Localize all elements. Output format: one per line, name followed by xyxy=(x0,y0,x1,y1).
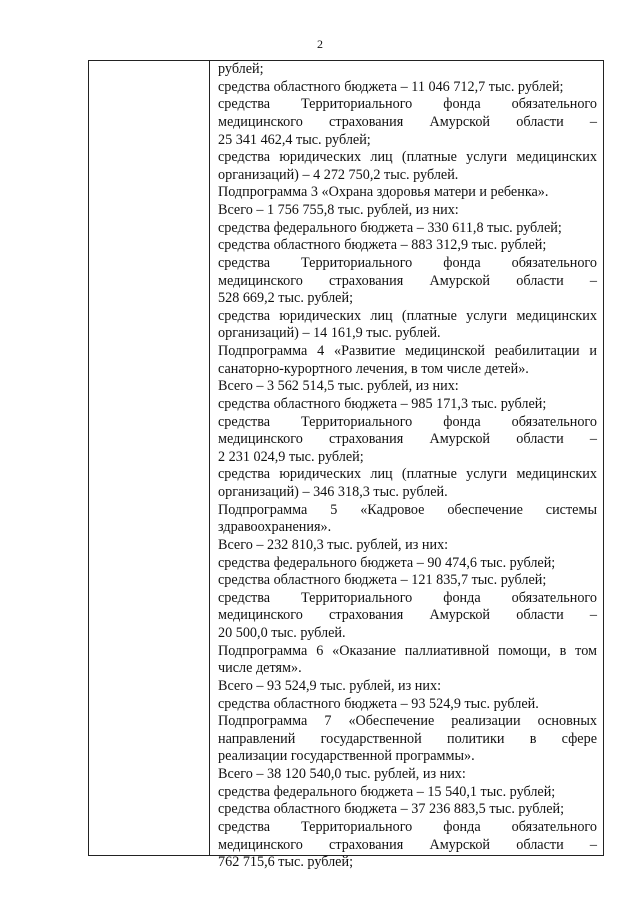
text-line: числе детям». xyxy=(218,660,302,677)
text-line: Подпрограмма 3 «Охрана здоровья матери и ребенка». xyxy=(218,184,549,201)
text-line: медицинского страхования Амурской области – xyxy=(218,113,597,130)
text-line: санаторно-курортного лечения, в том числе детей». xyxy=(218,360,529,377)
content-cell xyxy=(218,61,597,872)
text-line: Всего – 1 756 755,8 тыс. рублей, из них: xyxy=(218,202,459,218)
text-line: средства Территориального фонда обязательного xyxy=(218,254,597,271)
text-line: средства юридических лиц (платные услуги медицинских xyxy=(218,307,597,324)
text-line: средства областного бюджета – 985 171,3 тыс. рублей; xyxy=(218,395,547,412)
text-line: средства федерального бюджета – 90 474,6 тыс. рублей; xyxy=(218,554,556,571)
text-line: средства Территориального фонда обязательного xyxy=(218,96,597,113)
text-line: средства федерального бюджета – 15 540,1 тыс. рублей; xyxy=(218,783,556,800)
text-line: средства Территориального фонда обязательного xyxy=(218,413,597,430)
text-line: 528 669,2 тыс. рублей; xyxy=(218,290,354,307)
column-divider xyxy=(209,61,210,855)
text-line: средства областного бюджета – 11 046 712,7 тыс. рублей; xyxy=(218,78,564,95)
text-line: медицинского страхования Амурской области – xyxy=(218,431,597,448)
text-line: реализации государственной программы». xyxy=(218,748,475,765)
text-line: 2 231 024,9 тыс. рублей; xyxy=(218,448,364,465)
text-line: Всего – 232 810,3 тыс. рублей, из них: xyxy=(218,536,449,553)
text-line: 25 341 462,4 тыс. рублей; xyxy=(218,131,371,148)
text-line: 762 715,6 тыс. рублей; xyxy=(218,854,354,871)
text-line: средства юридических лиц (платные услуги медицинских xyxy=(218,149,597,166)
text-line: Подпрограмма 5 «Кадровое обеспечение системы xyxy=(218,501,597,518)
text-line: 20 500,0 тыс. рублей. xyxy=(218,625,346,641)
text-line: организаций) – 346 318,3 тыс. рублей. xyxy=(218,484,448,500)
text-line: организаций) – 4 272 750,2 тыс. рублей. xyxy=(218,166,459,183)
text-line: Всего – 38 120 540,0 тыс. рублей, из них: xyxy=(218,766,466,782)
text-line: средства федерального бюджета – 330 611,8 тыс. рублей; xyxy=(218,219,562,236)
text-line: средства областного бюджета – 121 835,7 тыс. рублей; xyxy=(218,572,547,589)
text-line: средства областного бюджета – 37 236 883,5 тыс. рублей; xyxy=(218,801,565,818)
text-line: средства областного бюджета – 93 524,9 тыс. рублей. xyxy=(218,695,539,712)
text-line: здравоохранения». xyxy=(218,519,332,536)
page-number: 2 xyxy=(317,37,323,51)
text-line: средства Территориального фонда обязательного xyxy=(218,818,597,835)
text-line: средства юридических лиц (платные услуги медицинских xyxy=(218,466,597,483)
text-line: Подпрограмма 6 «Оказание паллиативной помощи, в том xyxy=(218,642,597,659)
document-table xyxy=(88,60,604,871)
text-line: Всего – 93 524,9 тыс. рублей, из них: xyxy=(218,677,442,694)
text-line: организаций) – 14 161,9 тыс. рублей. xyxy=(218,325,441,342)
text-line: медицинского страхования Амурской области – xyxy=(218,836,597,853)
text-line: Подпрограмма 4 «Развитие медицинской реабилитации и xyxy=(218,343,597,359)
text-line: направлений государственной политики в сфере xyxy=(218,730,597,747)
text-line: медицинского страхования Амурской области – xyxy=(218,272,597,289)
text-line: медицинского страхования Амурской области – xyxy=(218,607,597,624)
text-line: средства областного бюджета – 883 312,9 тыс. рублей; xyxy=(218,237,547,254)
text-line: рублей; xyxy=(218,61,264,77)
text-line: Подпрограмма 7 «Обеспечение реализации основных xyxy=(218,713,597,730)
text-line: средства Территориального фонда обязательного xyxy=(218,589,597,606)
text-line: Всего – 3 562 514,5 тыс. рублей, из них: xyxy=(218,378,459,395)
